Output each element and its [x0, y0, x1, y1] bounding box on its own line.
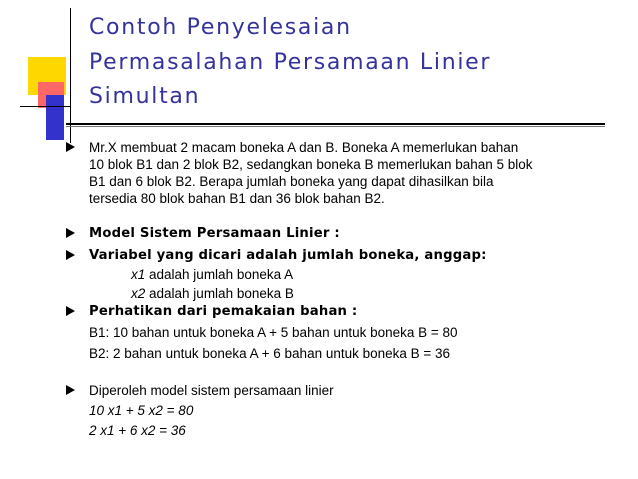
slide-title-line-2: Permasalahan Persamaan Linier: [89, 50, 492, 75]
deco-line-horizontal: [20, 106, 71, 107]
bullet-square-icon: [66, 142, 75, 152]
problem-line-1: Mr.X membuat 2 macam boneka A dan B. Boneka A memerlukan bahan: [89, 140, 519, 155]
title-underline: [66, 123, 605, 125]
problem-line-3: B1 dan 6 blok B2. Berapa jumlah boneka yang dapat dihasilkan bila: [89, 174, 494, 189]
variable-heading: Variabel yang dicari adalah jumlah boneka, anggap:: [89, 248, 487, 263]
variable-x1: [131, 267, 293, 283]
result-text: Diperoleh model sistem persamaan linier: [89, 383, 334, 398]
material-line-b1: B1: 10 bahan untuk boneka A + 5 bahan untuk boneka B = 80: [89, 325, 458, 340]
bullet-square-icon: [66, 250, 75, 260]
slide-title-line-1: Contoh Penyelesaian: [89, 15, 352, 40]
title-underline-shadow: [66, 126, 605, 127]
bullet-square-icon: [66, 306, 75, 316]
model-heading: Model Sistem Persamaan Linier :: [89, 226, 340, 241]
variable-x2-desc: adalah jumlah boneka B: [145, 286, 294, 301]
variable-x1-desc: adalah jumlah boneka A: [145, 267, 294, 282]
problem-line-4: tersedia 80 blok bahan B1 dan 36 blok bahan B2.: [89, 191, 385, 206]
material-heading: Perhatikan dari pemakaian bahan :: [89, 304, 358, 319]
equation-2: 2 x1 + 6 x2 = 36: [89, 423, 186, 438]
variable-x1-name: x1: [131, 267, 146, 282]
problem-line-2: 10 blok B1 dan 2 blok B2, sedangkan boneka B memerlukan bahan 5 blok: [89, 157, 533, 172]
deco-block-blue: [46, 95, 64, 140]
material-line-b2: B2: 2 bahan untuk boneka A + 6 bahan untuk boneka B = 36: [89, 346, 451, 361]
slide-title-line-3: Simultan: [89, 84, 201, 109]
variable-x2-name: x2: [131, 286, 146, 301]
bullet-square-icon: [66, 385, 75, 395]
bullet-square-icon: [66, 228, 75, 238]
equation-1: 10 x1 + 5 x2 = 80: [89, 403, 194, 418]
variable-x2: [131, 286, 294, 302]
